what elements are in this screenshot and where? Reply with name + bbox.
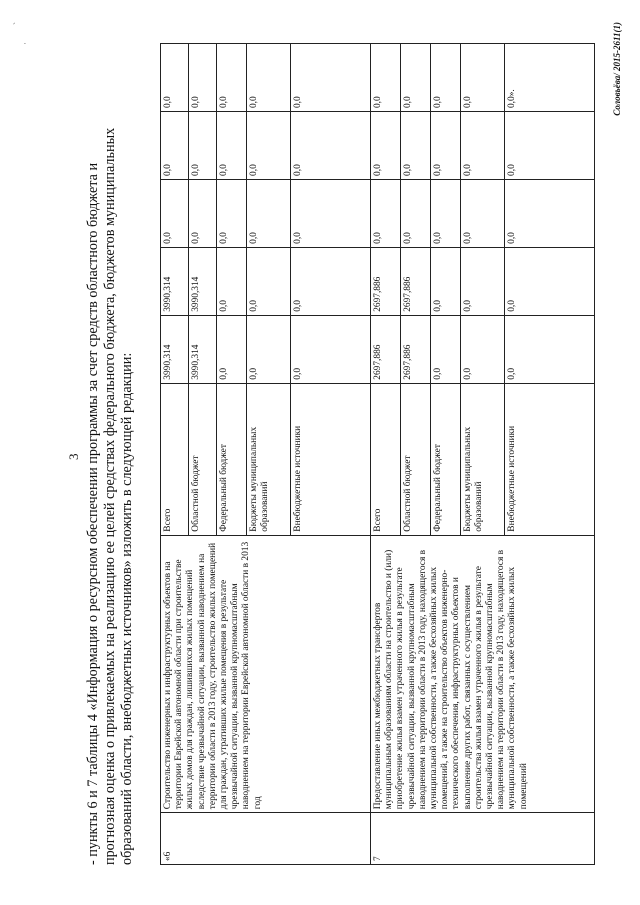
funding-value: 0,0 bbox=[247, 247, 291, 315]
funding-source: Всего bbox=[161, 383, 189, 535]
funding-value: 0,0 bbox=[217, 44, 247, 112]
funding-value: 0,0 bbox=[505, 247, 595, 315]
funding-value: 0,0 bbox=[247, 179, 291, 247]
funding-value: 0,0 bbox=[161, 112, 189, 180]
funding-value: 0,0 bbox=[461, 179, 505, 247]
funding-value: 3990,314 bbox=[189, 315, 217, 383]
funding-value: 0,0 bbox=[371, 112, 401, 180]
intro-line: прогнозная оценка о привлекаемых на реализацию ее целей средствах федерального бюджета, бюджетов муниципальных bbox=[102, 127, 118, 865]
funding-value: 0,0 bbox=[291, 179, 371, 247]
scan-mark: ` bbox=[12, 22, 22, 25]
funding-value: 2697,886 bbox=[371, 247, 401, 315]
funding-value: 0,0 bbox=[505, 315, 595, 383]
funding-value: 0,0 bbox=[461, 112, 505, 180]
funding-value: 0,0 bbox=[431, 247, 461, 315]
row-description: Предоставление иных межбюджетных трансфертов муниципальным образованиям области на строительство и (или) приобретение жилья взамен утраченного жилья в результате чрезвычайной ситуации, вызванной крупномасштабным наводнением на территории области в 2013 году, находящегося в муниципальной собственности, а также бесхозяйных жилых помещений, а также на строительство объектов инженерно-технического обеспечения, инфраструктурных объектов и выполнение других работ, связанных с осуществлением строительства жилья взамен утраченного жилья в результате чрезвычайной ситуации, вызванной крупномасштабным наводнением на территории области в 2013 году, находящегося в муниципальной собственности, а также бесхозяйных жилых помещений bbox=[371, 535, 595, 813]
funding-source: Федеральный бюджет bbox=[217, 383, 247, 535]
funding-value: 0,0 bbox=[291, 112, 371, 180]
funding-source: Внебюджетные источники bbox=[505, 383, 595, 535]
funding-value: 0,0 bbox=[371, 179, 401, 247]
funding-value: 2697,886 bbox=[401, 315, 431, 383]
funding-value: 0,0 bbox=[461, 247, 505, 315]
funding-value: 0,0 bbox=[247, 112, 291, 180]
funding-value: 0,0 bbox=[291, 247, 371, 315]
funding-value: 0,0 bbox=[217, 112, 247, 180]
funding-source: Всего bbox=[371, 383, 401, 535]
row-description: Строительство инженерных и инфраструктурных объектов на территории Еврейской автономной области при строительстве жилых домов для граждан, лишившихся жилых помещений вследствие чрезвычайной ситуации, вызванной наводнением на территории области в 2013 году, строительство жилых помещений для граждан, утративших жилые помещения в результате чрезвычайной ситуации, вызванной крупномасштабным наводнением на территории Еврейской автономной области в 2013 год bbox=[161, 535, 371, 813]
funding-value: 0,0 bbox=[505, 112, 595, 180]
funding-value: 0,0 bbox=[291, 315, 371, 383]
funding-source: Федеральный бюджет bbox=[431, 383, 461, 535]
funding-value: 0,0 bbox=[401, 44, 431, 112]
funding-source: Внебюджетные источники bbox=[291, 383, 371, 535]
funding-value: 3990,314 bbox=[189, 247, 217, 315]
funding-value: 0,0 bbox=[431, 315, 461, 383]
funding-value: 0,0 bbox=[431, 179, 461, 247]
funding-value: 0,0». bbox=[505, 44, 595, 112]
funding-value: 0,0 bbox=[291, 44, 371, 112]
table-row bbox=[161, 44, 189, 865]
scan-mark: · bbox=[20, 42, 30, 45]
resource-table bbox=[160, 43, 595, 865]
funding-value: 0,0 bbox=[431, 112, 461, 180]
funding-value: 0,0 bbox=[247, 44, 291, 112]
document-footer: Соловьёва/ 2015-2611(1) bbox=[612, 22, 622, 116]
funding-value: 3990,314 bbox=[161, 247, 189, 315]
funding-source: Бюджеты муниципальных образований bbox=[247, 383, 291, 535]
page-number: 3 bbox=[66, 453, 81, 460]
intro-line: - пункты 6 и 7 таблицы 4 «Информация о ресурсном обеспечении программы за счет средств областного бюджета и bbox=[85, 162, 101, 865]
funding-value: 2697,886 bbox=[401, 247, 431, 315]
funding-value: 0,0 bbox=[401, 112, 431, 180]
funding-value: 2697,886 bbox=[371, 315, 401, 383]
funding-source: Бюджеты муниципальных образований bbox=[461, 383, 505, 535]
funding-value: 0,0 bbox=[217, 179, 247, 247]
funding-value: 0,0 bbox=[371, 44, 401, 112]
funding-value: 0,0 bbox=[505, 179, 595, 247]
funding-value: 0,0 bbox=[217, 247, 247, 315]
funding-source: Областной бюджет bbox=[401, 383, 431, 535]
funding-value: 0,0 bbox=[461, 44, 505, 112]
funding-source: Областной бюджет bbox=[189, 383, 217, 535]
funding-value: 0,0 bbox=[217, 315, 247, 383]
funding-value: 0,0 bbox=[161, 179, 189, 247]
table-row bbox=[371, 44, 401, 865]
funding-value: 0,0 bbox=[401, 179, 431, 247]
funding-value: 0,0 bbox=[189, 179, 217, 247]
intro-line: образований области, внебюджетных источников» изложить в следующей редакции: bbox=[119, 352, 135, 865]
row-number: «6 bbox=[161, 813, 371, 865]
funding-value: 0,0 bbox=[431, 44, 461, 112]
row-number: 7 bbox=[371, 813, 595, 865]
funding-value: 0,0 bbox=[189, 112, 217, 180]
funding-value: 0,0 bbox=[189, 44, 217, 112]
funding-value: 0,0 bbox=[461, 315, 505, 383]
funding-value: 3990,314 bbox=[161, 315, 189, 383]
funding-value: 0,0 bbox=[247, 315, 291, 383]
intro-paragraph bbox=[85, 40, 136, 865]
funding-value: 0,0 bbox=[161, 44, 189, 112]
